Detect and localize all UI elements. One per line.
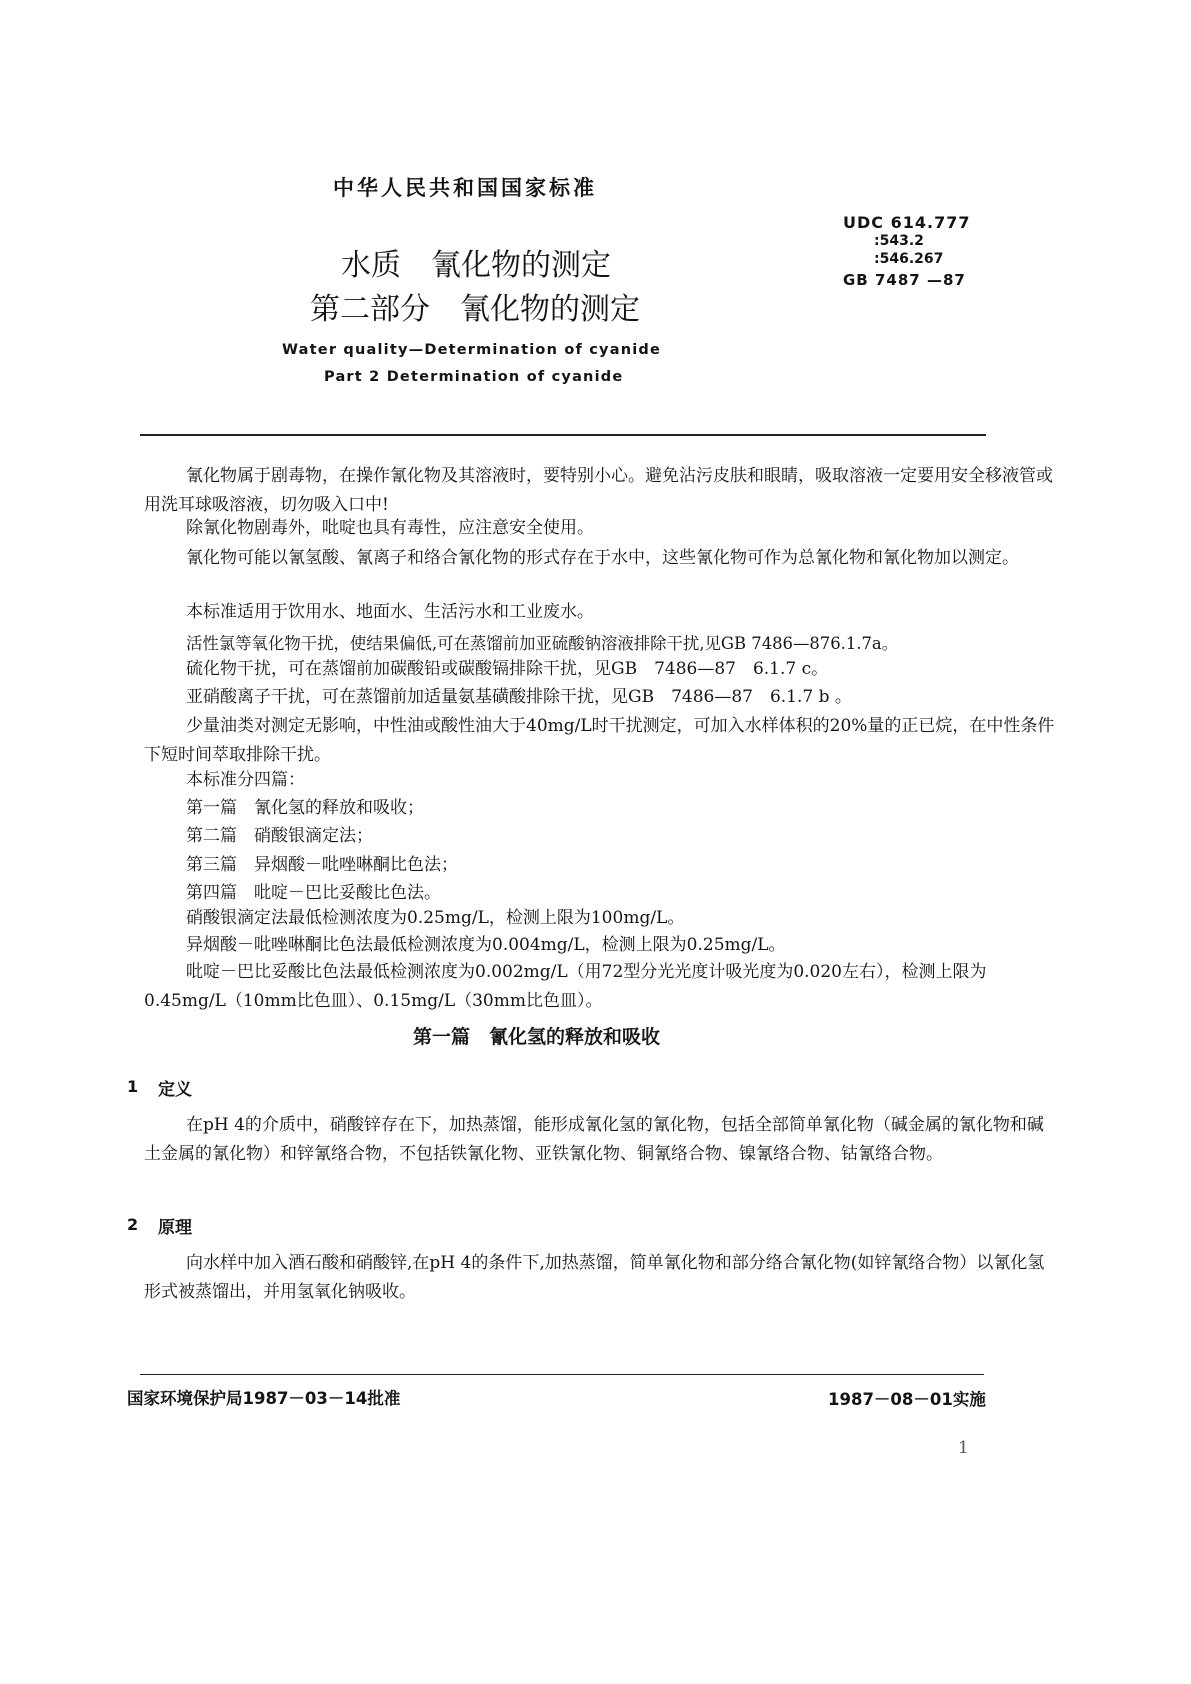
gb-code: GB 7487 —87 <box>843 271 966 289</box>
section-2-body: 向水样中加入酒石酸和硝酸锌,在pH 4的条件下,加热蒸馏，简单氰化物和部分络合氰化物(如锌氰络合物）以氰化氢形式被蒸馏出，并用氢氧化钠吸收。 <box>144 1253 1045 1302</box>
intro-paragraph-7: 亚硝酸离子干扰，可在蒸馏前加适量氨基磺酸排除干扰，见GB 7486—87 6.1.7 b 。 <box>186 687 852 707</box>
national-standard-label: 中华人民共和国国家标准 <box>333 176 597 200</box>
title-cn-line-1: 水质 氰化物的测定 <box>341 248 611 283</box>
part-list-item-3: 第三篇 异烟酸－吡唑啉酮比色法； <box>186 855 458 875</box>
intro-paragraph-2: 除氰化物剧毒外，吡啶也具有毒性，应注意安全使用。 <box>186 518 594 538</box>
section-2-title: 原理 <box>158 1218 192 1238</box>
section-1-title: 定义 <box>158 1080 192 1100</box>
section-1-body: 在pH 4的介质中，硝酸锌存在下，加热蒸馏，能形成氰化氢的氰化物，包括全部简单氰化物（碱金属的氰化物和碱土金属的氰化物）和锌氰络合物，不包括铁氰化物、亚铁氰化物、铜氰络合物、镍氰络合物、钴氰络合物。 <box>144 1115 1044 1164</box>
part1-heading: 第一篇 氰化氢的释放和吸收 <box>413 1026 661 1048</box>
implementation-date: 1987－08－01实施 <box>828 1390 986 1409</box>
udc-line-1: UDC 614.777 <box>843 213 971 232</box>
part-list-item-4: 第四篇 吡啶－巴比妥酸比色法。 <box>186 883 441 903</box>
title-en-line-2: Part 2 Determination of cyanide <box>324 369 624 385</box>
title-en-line-1: Water quality—Determination of cyanide <box>282 342 662 358</box>
udc-line-3: :546.267 <box>874 251 944 267</box>
intro-paragraph-5: 活性氯等氧化物干扰，使结果偏低,可在蒸馏前加亚硫酸钠溶液排除干扰,见GB 7486—876.1.7a。 <box>186 634 899 653</box>
section-2-number: 2 <box>127 1215 139 1234</box>
udc-line-2: :543.2 <box>874 233 924 249</box>
intro-paragraph-1: 氰化物属于剧毒物，在操作氰化物及其溶液时，要特别小心。避免沾污皮肤和眼睛，吸取溶液一定要用安全移液管或用洗耳球吸溶液，切勿吸入口中! <box>144 466 1053 515</box>
section-1-number: 1 <box>127 1077 139 1096</box>
intro-paragraph-12: 吡啶－巴比妥酸比色法最低检测浓度为0.002mg/L（用72型分光光度计吸光度为0.020左右），检测上限为0.45mg/L（10mm比色皿）、0.15mg/L（30mm比色皿）。 <box>144 962 987 1011</box>
intro-paragraph-10: 硝酸银滴定法最低检测浓度为0.25mg/L，检测上限为100mg/L。 <box>186 908 685 928</box>
part-list-item-2: 第二篇 硝酸银滴定法； <box>186 826 373 846</box>
intro-paragraph-6: 硫化物干扰，可在蒸馏前加碳酸铅或碳酸镉排除干扰，见GB 7486—87 6.1.7 c。 <box>186 659 829 679</box>
part-list-item-1: 第一篇 氰化氢的释放和吸收； <box>186 798 424 818</box>
intro-paragraph-3: 氰化物可能以氰氢酸、氰离子和络合氰化物的形式存在于水中，这些氰化物可作为总氰化物和氰化物加以测定。 <box>186 548 1019 568</box>
header-divider <box>140 434 986 436</box>
intro-paragraph-9: 本标准分四篇： <box>186 770 305 790</box>
intro-paragraph-8: 少量油类对测定无影响，中性油或酸性油大于40mg/L时干扰测定，可加入水样体积的20%量的正已烷，在中性条件下短时间萃取排除干扰。 <box>144 716 1055 765</box>
title-cn-line-2: 第二部分 氰化物的测定 <box>310 292 640 327</box>
intro-paragraph-11: 异烟酸－吡唑啉酮比色法最低检测浓度为0.004mg/L，检测上限为0.25mg/L。 <box>186 935 786 955</box>
page-number: 1 <box>958 1438 969 1458</box>
approval-date: 国家环境保护局1987－03－14批准 <box>127 1389 401 1408</box>
footer-divider <box>140 1374 984 1375</box>
intro-paragraph-4: 本标准适用于饮用水、地面水、生活污水和工业废水。 <box>186 602 594 622</box>
